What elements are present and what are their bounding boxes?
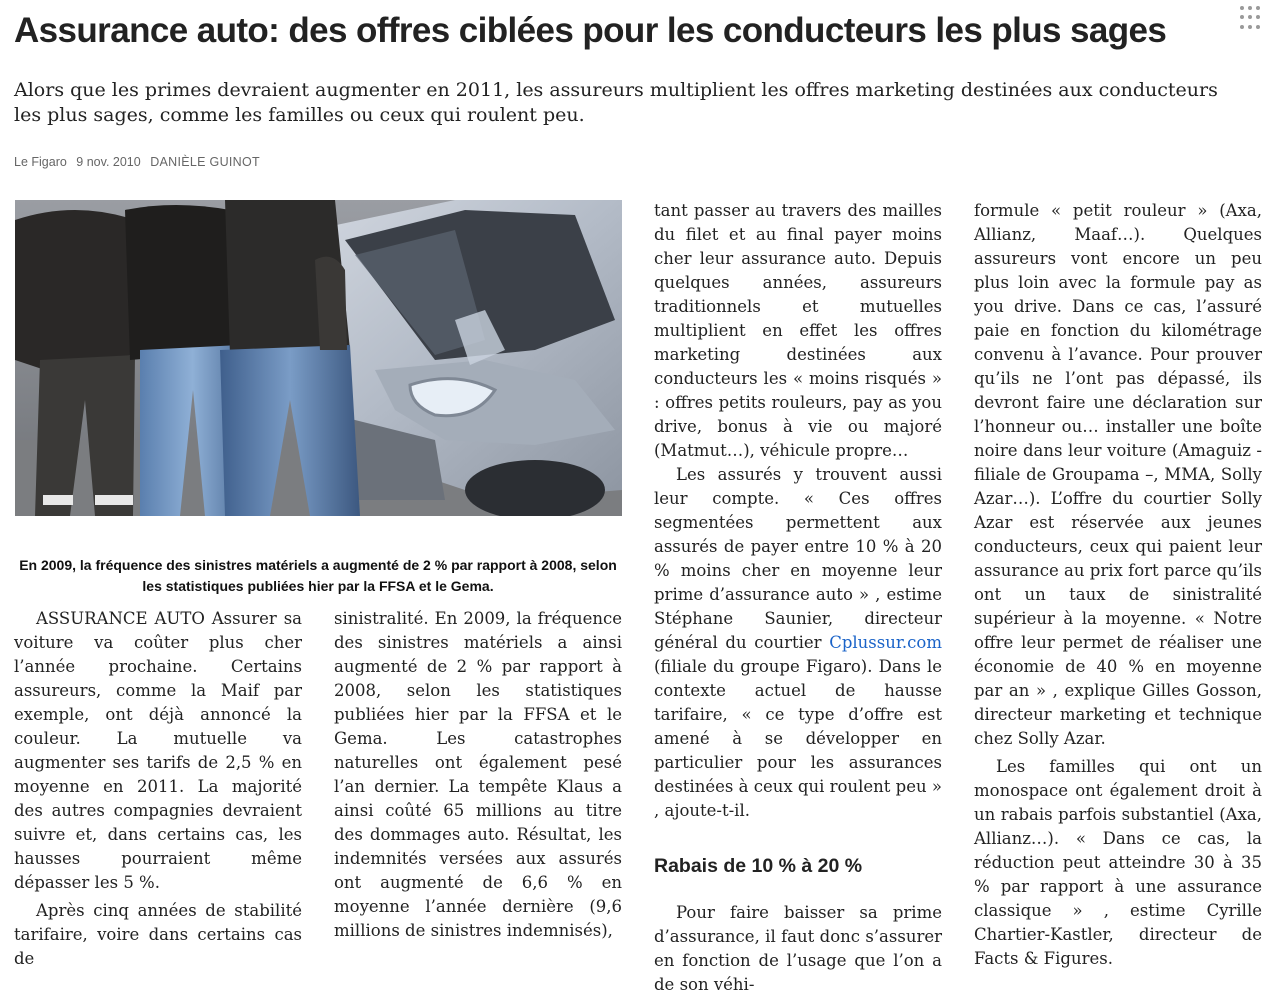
- paragraph-text: Les assurés y trouvent aussi leur compte. « Ces offres segmentées permettent aux assurés de payer entre 10 % à 20 % moins cher en moyenne leur prime d’assurance auto » , estime Stéphane Saunier, directeur général du courtier: [654, 465, 942, 652]
- paragraph: tant passer au travers des mailles du filet et au final payer moins cher leur assurance auto. Depuis quelques années, assureurs traditionnels et mutuelles multiplient en effet les offres marketing destinées aux conducteurs les « moins risqués » : offres petits rouleurs, pay as you drive, bonus à vie ou majoré (Matmut…), véhicule propre…: [654, 201, 942, 460]
- photo-caption: En 2009, la fréquence des sinistres matériels a augmenté de 2 % par rapport à 2008, selon les statistiques publiées hier par la FFSA et le Gema.: [19, 557, 617, 594]
- article-headline: Assurance auto: des offres ciblées pour les conducteurs les plus sages: [14, 11, 1167, 50]
- grid-dots-icon[interactable]: [1240, 6, 1264, 30]
- byline-author: DANIÈLE GUINOT: [150, 155, 260, 169]
- paragraph-text: (filiale du groupe Figaro). Dans le contexte actuel de hausse tarifaire, « ce type d’offre est amené à se développer en particulier pour les assurances destinées à ceux qui roulent peu » , ajoute-t-il.: [654, 657, 942, 820]
- byline: [14, 155, 266, 169]
- article-photo: [15, 200, 622, 516]
- byline-source: Le Figaro: [14, 155, 67, 169]
- paragraph: [654, 463, 942, 823]
- cplussur-link[interactable]: Cplussur.com: [829, 633, 942, 652]
- paragraph: ASSURANCE AUTO Assurer sa voiture va coûter plus cher l’année prochaine. Certains assureurs, comme la Maif par exemple, ont déjà annoncé la couleur. La mutuelle va augmenter ses tarifs de 2,5 % en moyenne en 2011. La majorité des autres compagnies devraient suivre et, dans certains cas, les hausses pourraient même dépasser les 5 %.: [14, 609, 302, 892]
- paragraph: Pour faire baisser sa prime d’assurance, il faut donc s’assurer en fonction de l’usage que l’on a de son véhi-: [654, 903, 942, 994]
- column-2: [334, 607, 622, 943]
- paragraph: sinistralité. En 2009, la fréquence des sinistres matériels a ainsi augmenté de 2 % par rapport à 2008, selon les statistiques publiées hier par la FFSA et le Gema. Les catastrophes naturelles ont également pesé l’an dernier. La tempête Klaus a ainsi coûté 65 millions au titre des dommages auto. Résultat, les indemnités versées aux assurés ont augmenté de 6,6 % en moyenne l’année dernière (9,6 millions de sinistres indemnisés),: [334, 609, 622, 940]
- column-4: [974, 199, 1262, 971]
- paragraph: Après cinq années de stabilité tarifaire, voire dans certains cas de: [14, 901, 302, 968]
- column-1: [14, 607, 302, 971]
- section-subhead: Rabais de 10 % à 20 %: [654, 855, 863, 877]
- article-deck: Alors que les primes devraient augmenter en 2011, les assureurs multiplient les offres marketing destinées aux conducteurs les plus sages, comme les familles ou ceux qui roulent peu.: [14, 79, 1218, 126]
- byline-date: 9 nov. 2010: [76, 155, 141, 169]
- paragraph: formule « petit rouleur » (Axa, Allianz, Maaf…). Quelques assureurs vont encore un peu plus loin avec la formule pay as you drive. Dans ce cas, l’assuré paie en fonction du kilométrage convenu à l’avance. Pour prouver qu’ils ne l’ont pas dépassé, ils devront faire une déclaration sur l’honneur ou… installer une boîte noire dans leur voiture (Amaguiz - filiale de Groupama –, MMA, Solly Azar…). L’offre du courtier Solly Azar est réservée aux jeunes conducteurs, ceux qui paient leur assurance au prix fort parce qu’ils ont un taux de sinistralité supérieur à la moyenne. « Notre offre leur permet de réaliser une économie de 40 % en moyenne par an » , explique Gilles Gosson, directeur marketing et technique chez Solly Azar.: [974, 201, 1262, 748]
- column-3: [654, 199, 942, 997]
- paragraph: Les familles qui ont un monospace ont également droit à un rabais parfois substantiel (Axa, Allianz…). « Dans ce cas, la réduction peut atteindre 30 à 35 % par rapport à une assurance classique » , estime Cyrille Chartier-Kastler, directeur de Facts & Figures.: [974, 757, 1262, 968]
